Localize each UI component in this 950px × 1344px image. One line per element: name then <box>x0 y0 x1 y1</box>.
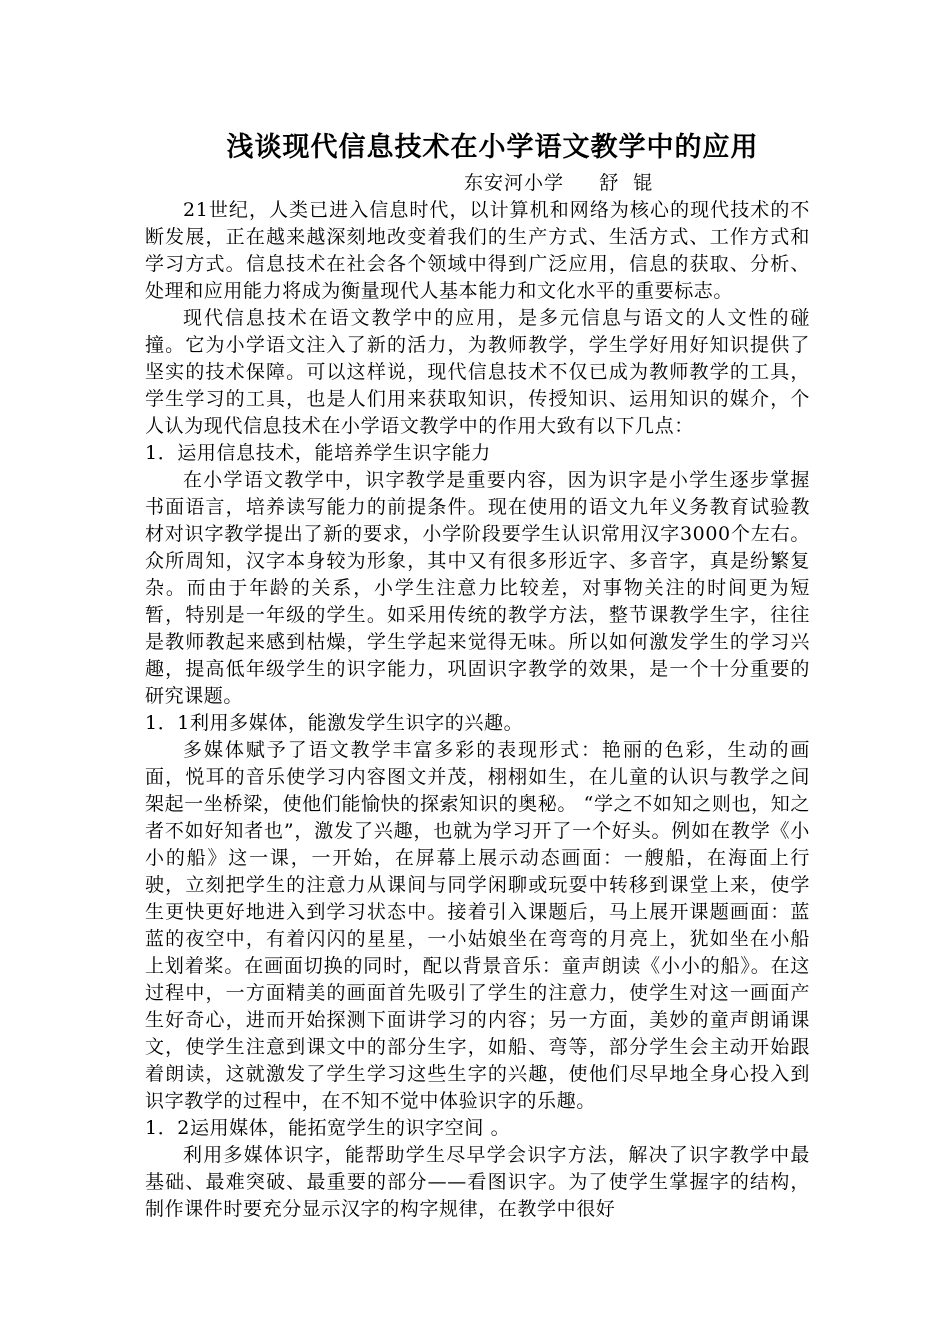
section-1-2-heading: 1．2运用媒体，能拓宽学生的识字空间 。 <box>145 1117 511 1139</box>
author-line: 东安河小学 舒 锟 <box>464 172 654 194</box>
intro-paragraph-2: 现代信息技术在语文教学中的应用，是多元信息与语文的人文性的碰撞。它为小学语文注入了新的活力，为教师教学，学生学好用好知识提供了坚实的技术保障。可以这样说，现代信息技术不仅已成为教师教学的工具，学生学习的工具，也是人们用来获取知识，传授知识、运用知识的媒介，个人认为现代信息技术在小学语文教学中的作用大致有以下几点： <box>145 307 810 437</box>
section-1-1-heading: 1．1利用多媒体，能激发学生识字的兴趣。 <box>145 712 524 734</box>
intro-paragraph-1: 21世纪，人类已进入信息时代，以计算机和网络为核心的现代技术的不断发展，正在越来越深刻地改变着我们的生产方式、生活方式、工作方式和学习方式。信息技术在社会各个领域中得到广泛应用，信息的获取、分析、处理和应用能力将成为衡量现代人基本能力和文化水平的重要标志。 <box>145 199 810 302</box>
section-1-1-paragraph: 多媒体赋予了语文教学丰富多彩的表现形式：艳丽的色彩，生动的画面，悦耳的音乐使学习内容图文并茂，栩栩如生，在儿童的认识与教学之间架起一坐桥梁，使他们能愉快的探索知识的奥秘。 “学之不如知之则也，知之者不如好知者也”，激发了兴趣，也就为学习开了一个好头。例如在教学《小小的船》这一课，一开始，在屏幕上展示动态画面：一艘船，在海面上行驶，立刻把学生的注意力从课间与同学闲聊或玩耍中转移到课堂上来，使学生更快更好地进入到学习状态中。接着引入课题后，马上展开课题画面：蓝蓝的夜空中，有着闪闪的星星，一小姑娘坐在弯弯的月亮上，犹如坐在小船上划着桨。在画面切换的同时，配以背景音乐：童声朗读《小小的船》。在这过程中，一方面精美的画面首先吸引了学生的注意力，使学生对这一画面产生好奇心，进而开始探测下面讲学习的内容；另一方面，美妙的童声朗诵课文，使学生注意到课文中的部分生字，如船、弯等，部分学生会主动开始跟着朗读，这就激发了学生学习这些生字的兴趣，使他们尽早地全身心投入到识字教学的过程中，在不知不觉中体验识字的乐趣。 <box>145 739 810 1112</box>
document-body <box>145 130 810 1223</box>
section-1-2-paragraph: 利用多媒体识字，能帮助学生尽早学会识字方法，解决了识字教学中最基础、最难突破、最重要的部分——看图识字。为了使学生掌握字的结构，制作课件时要充分显示汉字的构字规律，在教学中很好 <box>145 1144 810 1220</box>
section-1-paragraph: 在小学语文教学中，识字教学是重要内容，因为识字是小学生逐步掌握书面语言，培养读写能力的前提条件。现在使用的语文九年义务教育试验教材对识字教学提出了新的要求，小学阶段要学生认识常用汉字3000个左右。众所周知，汉字本身较为形象，其中又有很多形近字、多音字，真是纷繁复杂。而由于年龄的关系，小学生注意力比较差，对事物关注的时间更为短暂，特别是一年级的学生。如采用传统的教学方法，整节课教学生字，往往是教师教起来感到枯燥，学生学起来觉得无味。所以如何激发学生的学习兴趣，提高低年级学生的识字能力，巩固识字教学的效果，是一个十分重要的研究课题。 <box>145 469 810 707</box>
section-1-heading: 1．运用信息技术，能培养学生识字能力 <box>145 442 491 464</box>
document-title: 浅谈现代信息技术在小学语文教学中的应用 <box>226 132 759 163</box>
